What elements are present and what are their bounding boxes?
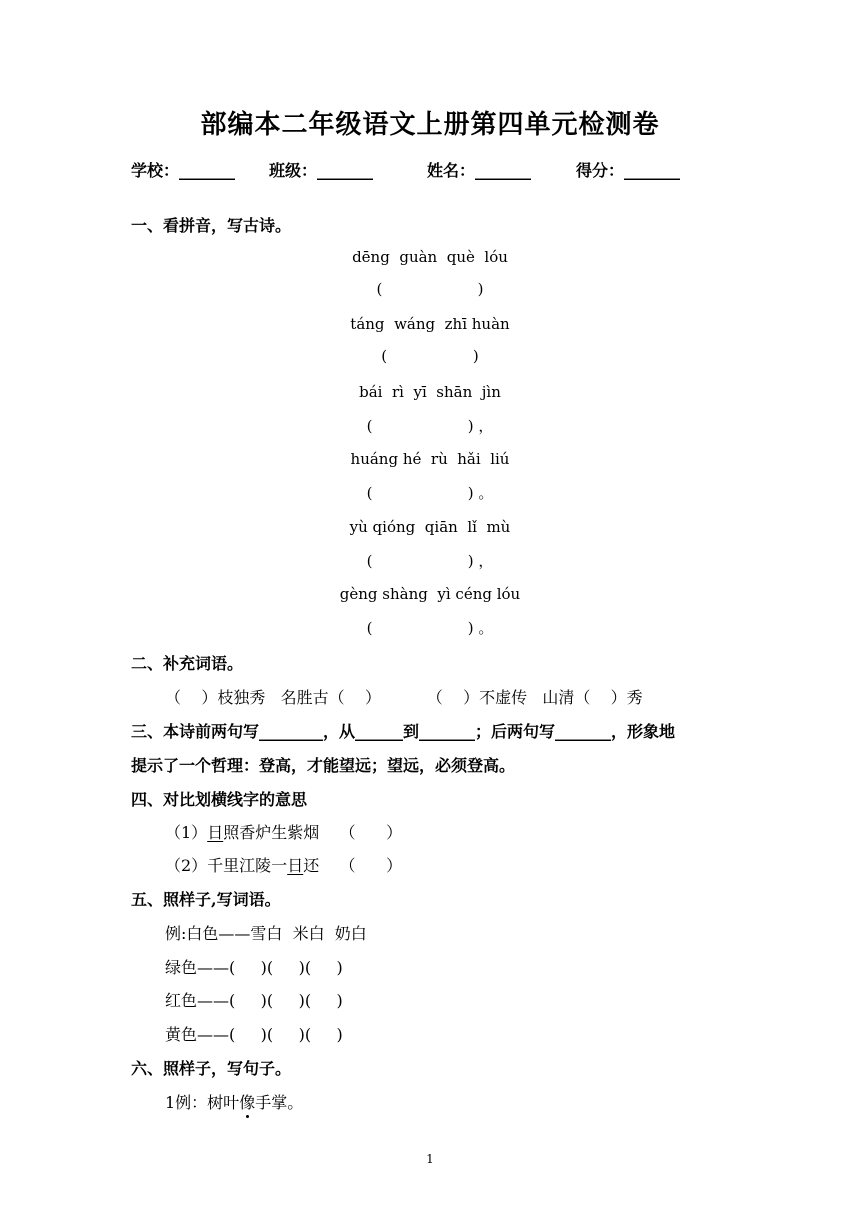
- poem-blank-line: ( ): [376, 280, 484, 298]
- poem-pinyin-line: gèng shàng yì céng lóu: [339, 585, 521, 603]
- section-3-line-2: 提示了一个哲理：登高，才能望远；望远，必须登高。: [131, 756, 516, 775]
- color-word-row: 黄色——( )( )( ): [165, 1025, 343, 1044]
- score-field: 得分：_______: [576, 161, 681, 180]
- poem-blank-line: ( ) 。: [366, 619, 494, 637]
- name-field: 姓名：_______: [427, 161, 532, 180]
- color-word-row: 绿色——( )( )( ): [165, 958, 343, 977]
- item-suffix: 还 （ ）: [303, 856, 403, 875]
- section-3-line-1: 三、本诗前两句写________，从______到_______；后两句写_______，形象地: [131, 722, 676, 741]
- poem-pinyin-line: yù qióng qiān lǐ mù: [349, 518, 511, 536]
- poem-blank-line: ( ) ，: [366, 417, 494, 435]
- color-word-row: 红色——( )( )( ): [165, 991, 343, 1010]
- sentence-example: [165, 1090, 303, 1113]
- poem-blank-line: ( ): [381, 347, 479, 365]
- example-line: 例:白色——雪白 米白 奶白: [165, 924, 367, 943]
- item-prefix: （2）千里江陵一: [165, 856, 288, 875]
- poem-blank-line: ( ) ，: [366, 552, 494, 570]
- word-fill-line: （ ）枝独秀 名胜古（ ） （ ）不虚传 山清（ ）秀: [165, 688, 643, 707]
- page-number: 1: [426, 1152, 434, 1166]
- section-6-heading: 六、照样子，写句子。: [131, 1059, 292, 1078]
- underlined-char: 日: [287, 856, 304, 875]
- poem-blank-line: ( ) 。: [366, 484, 494, 502]
- section-2-heading: 二、补充词语。: [131, 654, 244, 673]
- compare-item-2: [165, 853, 402, 876]
- compare-item-1: [165, 820, 402, 843]
- poem-pinyin-line: dēng guàn què lóu: [352, 248, 508, 266]
- example-prefix: 1例：树叶: [165, 1093, 240, 1112]
- poem-pinyin-line: huáng hé rù hǎi liú: [350, 450, 510, 468]
- class-field: 班级：_______: [269, 161, 374, 180]
- section-1-heading: 一、看拼音，写古诗。: [131, 216, 292, 235]
- section-4-heading: 四、对比划横线字的意思: [131, 790, 308, 809]
- example-suffix: 手掌。: [255, 1093, 304, 1112]
- underlined-char: 日: [207, 823, 224, 842]
- school-field: 学校：_______: [131, 161, 236, 180]
- section-5-heading: 五、照样子,写词语。: [131, 890, 281, 909]
- page-title: 部编本二年级语文上册第四单元检测卷: [200, 110, 660, 140]
- item-prefix: （1）: [165, 823, 208, 842]
- emphasis-dot-char: 像: [239, 1093, 256, 1112]
- poem-pinyin-line: táng wáng zhī huàn: [350, 315, 510, 333]
- poem-pinyin-line: bái rì yī shān jìn: [359, 383, 501, 401]
- item-suffix: 照香炉生紫烟 （ ）: [223, 823, 403, 842]
